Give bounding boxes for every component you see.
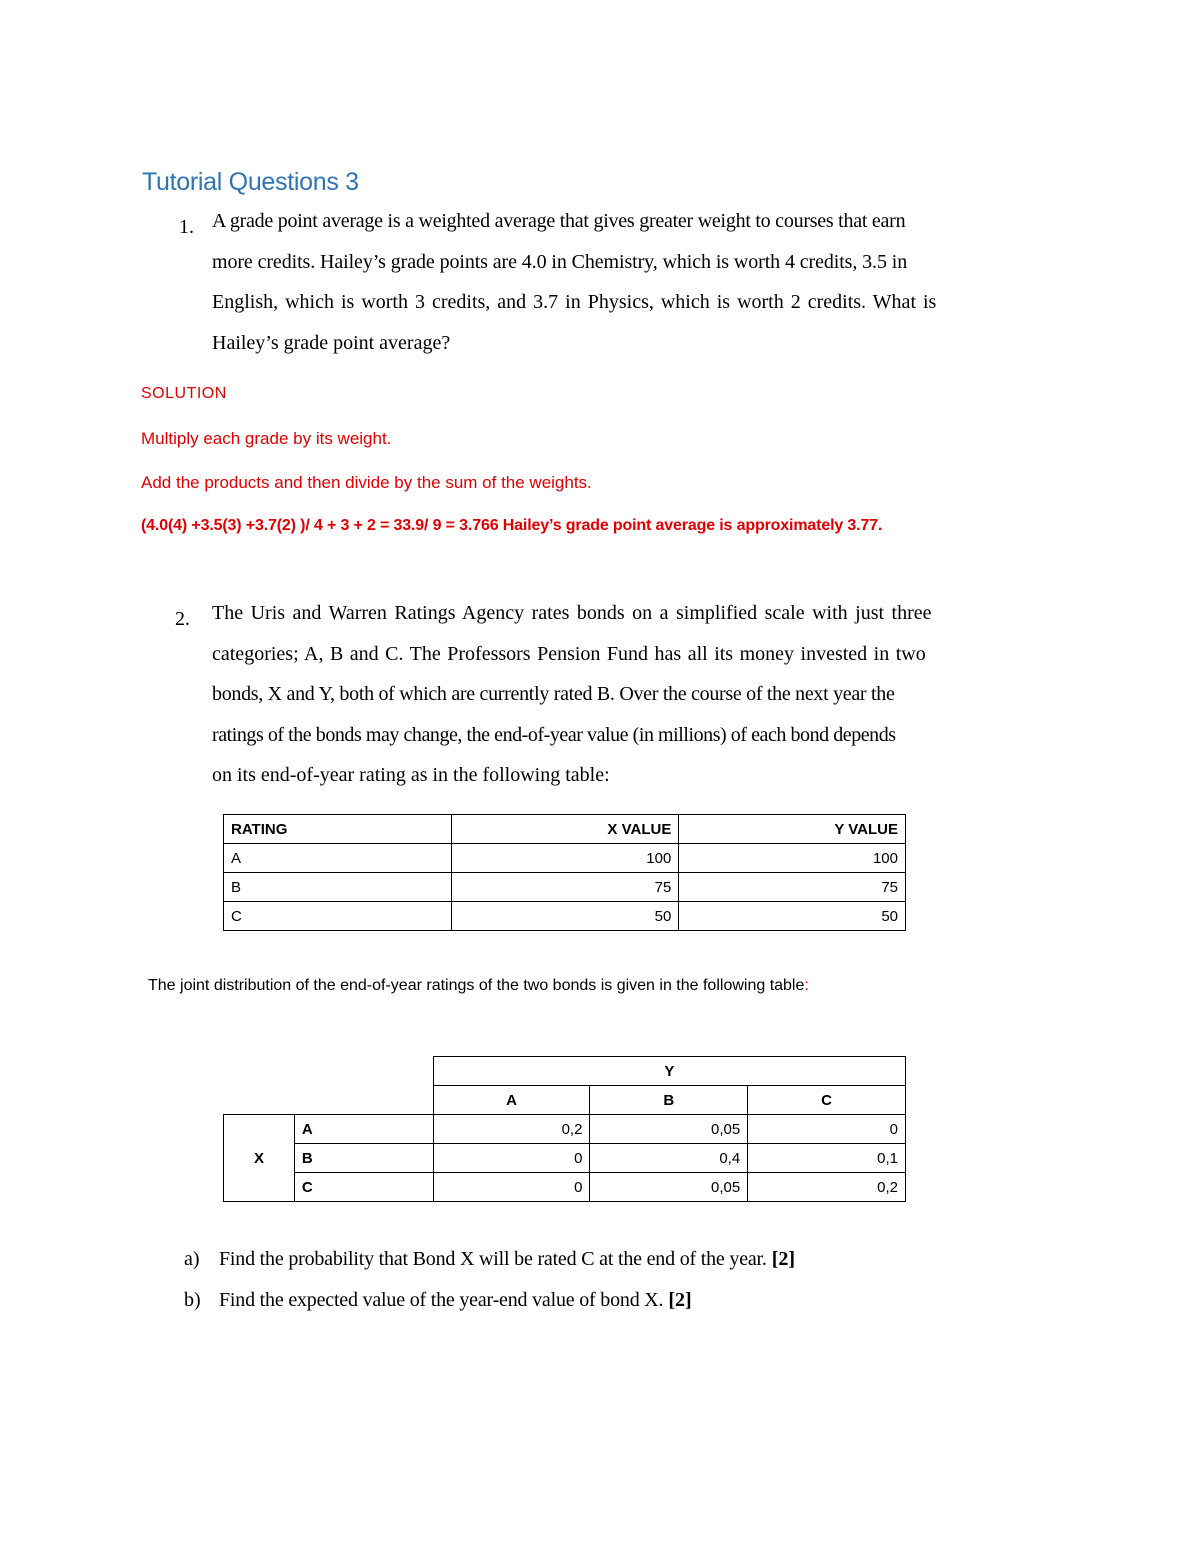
empty-cell — [224, 1057, 295, 1086]
table-header-row — [224, 1086, 906, 1115]
joint-distribution-table — [223, 1056, 906, 1202]
empty-cell — [294, 1057, 433, 1086]
question-2-number: 2. — [175, 608, 190, 630]
question-1-line: Hailey’s grade point average? — [212, 331, 451, 354]
row-label: C — [294, 1173, 433, 1202]
question-1-line: English, which is worth 3 credits, and 3.7 in Physics, which is worth 2 credits. What is — [212, 291, 937, 313]
table-cell: 100 — [679, 844, 906, 873]
subquestion-b — [184, 1289, 692, 1312]
question-1-number: 1. — [179, 216, 194, 238]
empty-cell — [294, 1086, 433, 1115]
row-label: B — [294, 1144, 433, 1173]
column-header: C — [748, 1086, 906, 1115]
table-cell: 0,4 — [590, 1144, 748, 1173]
table-cell: 0 — [748, 1115, 906, 1144]
table-cell: 0,1 — [748, 1144, 906, 1173]
joint-distribution-intro — [148, 977, 809, 995]
question-2-text — [212, 593, 1060, 796]
table-cell: C — [224, 902, 452, 931]
table-cell: 0,05 — [590, 1115, 748, 1144]
table-row — [224, 1144, 906, 1173]
column-header: Y VALUE — [679, 815, 906, 844]
solution-result: (4.0(4) +3.5(3) +3.7(2) )/ 4 + 3 + 2 = 33.9/ 9 = 3.766 Hailey’s grade point average is approximately 3.77. — [141, 517, 883, 534]
subquestion-marker: b) — [184, 1289, 201, 1311]
question-2-line: on its end-of-year rating as in the following table: — [212, 764, 610, 786]
subquestion-marks: [2] — [668, 1289, 692, 1311]
table-row — [224, 902, 906, 931]
table-cell: 50 — [451, 902, 679, 931]
question-1-line: more credits. Hailey’s grade points are 4.0 in Chemistry, which is worth 4 credits, 3.5 in — [212, 250, 908, 273]
question-2-line: ratings of the bonds may change, the end-of-year value (in millions) of each bond depends — [212, 723, 896, 746]
joint-intro-text: The joint distribution of the end-of-year ratings of the two bonds is given in the following table — [148, 977, 805, 994]
table-row — [224, 1115, 906, 1144]
row-label: A — [294, 1115, 433, 1144]
question-1-line: A grade point average is a weighted average that gives greater weight to courses that earn — [212, 210, 906, 232]
question-2-line: bonds, X and Y, both of which are currently rated B. Over the course of the next year the — [212, 683, 895, 705]
subquestion-text: Find the expected value of the year-end value of bond X. — [219, 1289, 664, 1311]
table-cell: 0,2 — [748, 1173, 906, 1202]
x-axis-label: X — [224, 1115, 295, 1202]
table-cell: 75 — [679, 873, 906, 902]
table-row — [224, 844, 906, 873]
solution-step-2: Add the products and then divide by the sum of the weights. — [141, 473, 592, 492]
page-title: Tutorial Questions 3 — [142, 168, 359, 196]
subquestion-marks: [2] — [771, 1248, 796, 1270]
joint-intro-colon: : — [804, 977, 809, 994]
y-axis-label: Y — [433, 1057, 905, 1086]
table-cell: 0 — [433, 1144, 590, 1173]
solution-step-1: Multiply each grade by its weight. — [141, 429, 392, 448]
table-cell: 50 — [679, 902, 906, 931]
question-2-line: categories; A, B and C. The Professors Pension Fund has all its money invested in two — [212, 642, 926, 665]
bond-values-table — [223, 814, 906, 931]
column-header: A — [433, 1086, 590, 1115]
table-cell: 0,05 — [590, 1173, 748, 1202]
column-header: X VALUE — [451, 815, 679, 844]
column-header: RATING — [224, 815, 452, 844]
empty-cell — [224, 1086, 295, 1115]
table-cell: 0 — [433, 1173, 590, 1202]
subquestion-a — [184, 1248, 795, 1271]
solution-label: SOLUTION — [141, 385, 227, 402]
subquestion-marker: a) — [184, 1248, 200, 1270]
subquestion-text: Find the probability that Bond X will be rated C at the end of the year. — [219, 1248, 767, 1270]
table-cell: 100 — [451, 844, 679, 873]
table-cell: 75 — [451, 873, 679, 902]
column-header: B — [590, 1086, 748, 1115]
table-cell: 0,2 — [433, 1115, 590, 1144]
question-2-line: The Uris and Warren Ratings Agency rates bonds on a simplified scale with just three — [212, 602, 932, 624]
question-1-text — [212, 201, 1060, 363]
table-row — [224, 873, 906, 902]
table-row — [224, 1173, 906, 1202]
table-header-row — [224, 815, 906, 844]
table-cell: A — [224, 844, 452, 873]
table-cell: B — [224, 873, 452, 902]
table-header-row — [224, 1057, 906, 1086]
